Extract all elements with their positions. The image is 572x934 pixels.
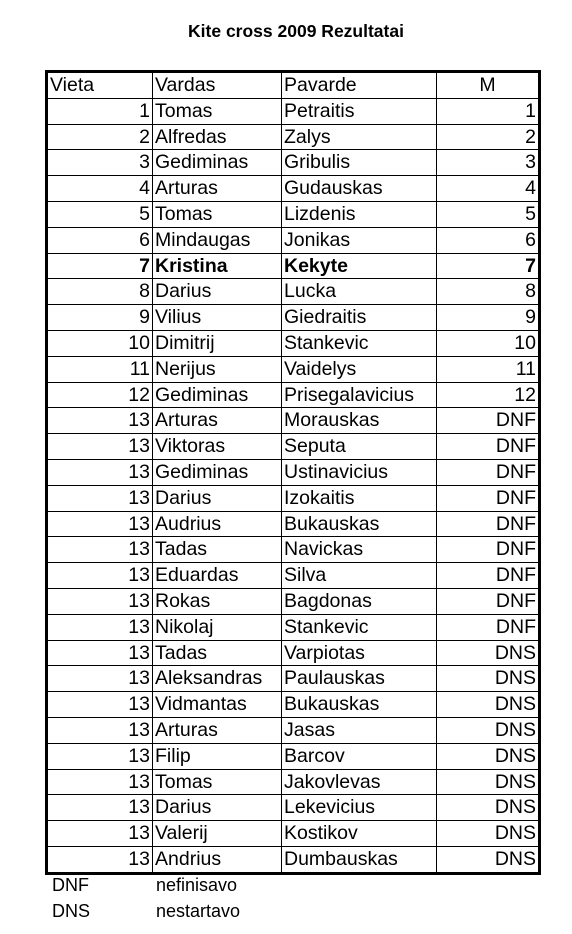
place-cell: 7	[47, 253, 153, 279]
place-cell: 11	[47, 356, 153, 382]
table-row	[47, 330, 540, 356]
m-cell: 7	[437, 253, 540, 279]
table-row	[47, 305, 540, 331]
place-cell: 3	[47, 150, 153, 176]
place-cell: 13	[47, 485, 153, 511]
table-row	[47, 666, 540, 692]
last-name-cell: Kostikov	[282, 821, 437, 847]
legend-code: DNF	[52, 875, 89, 895]
last-name-cell: Navickas	[282, 537, 437, 563]
place-cell: 13	[47, 692, 153, 718]
place-cell: 13	[47, 846, 153, 873]
last-name-cell: Bagdonas	[282, 588, 437, 614]
table-row	[47, 124, 540, 150]
m-cell: 10	[437, 330, 540, 356]
table-row	[47, 98, 540, 124]
m-cell: DNS	[437, 769, 540, 795]
place-cell: 13	[47, 795, 153, 821]
table-row	[47, 846, 540, 873]
page-title: Kite cross 2009 Rezultatai	[188, 21, 404, 41]
table-row	[47, 537, 540, 563]
m-cell: 8	[437, 279, 540, 305]
m-cell: 4	[437, 176, 540, 202]
first-name-cell: Mindaugas	[153, 227, 282, 253]
m-cell: DNF	[437, 459, 540, 485]
table-row	[47, 769, 540, 795]
last-name-cell: Vaidelys	[282, 356, 437, 382]
last-name-cell: Gribulis	[282, 150, 437, 176]
first-name-cell: Gediminas	[153, 382, 282, 408]
table-row	[47, 640, 540, 666]
table-row	[47, 408, 540, 434]
header-m: M	[437, 72, 540, 99]
legend-code: DNS	[52, 901, 91, 921]
first-name-cell: Darius	[153, 795, 282, 821]
m-cell: DNS	[437, 743, 540, 769]
place-cell: 2	[47, 124, 153, 150]
table-row	[47, 614, 540, 640]
first-name-cell: Arturas	[153, 408, 282, 434]
first-name-cell: Arturas	[153, 717, 282, 743]
m-cell: DNF	[437, 563, 540, 589]
m-cell: 1	[437, 98, 540, 124]
m-cell: DNS	[437, 717, 540, 743]
place-cell: 5	[47, 201, 153, 227]
last-name-cell: Paulauskas	[282, 666, 437, 692]
last-name-cell: Petraitis	[282, 98, 437, 124]
legend-item	[52, 898, 240, 924]
table-row	[47, 459, 540, 485]
m-cell: DNF	[437, 537, 540, 563]
m-cell: DNS	[437, 692, 540, 718]
place-cell: 13	[47, 821, 153, 847]
place-cell: 12	[47, 382, 153, 408]
first-name-cell: Aleksandras	[153, 666, 282, 692]
first-name-cell: Andrius	[153, 846, 282, 873]
first-name-cell: Alfredas	[153, 124, 282, 150]
last-name-cell: Zalys	[282, 124, 437, 150]
table-row	[47, 511, 540, 537]
table-row	[47, 227, 540, 253]
place-cell: 1	[47, 98, 153, 124]
m-cell: 5	[437, 201, 540, 227]
first-name-cell: Darius	[153, 485, 282, 511]
results-table	[45, 70, 541, 875]
place-cell: 13	[47, 717, 153, 743]
m-cell: 2	[437, 124, 540, 150]
last-name-cell: Lucka	[282, 279, 437, 305]
first-name-cell: Tomas	[153, 201, 282, 227]
place-cell: 13	[47, 640, 153, 666]
first-name-cell: Gediminas	[153, 150, 282, 176]
last-name-cell: Barcov	[282, 743, 437, 769]
last-name-cell: Stankevic	[282, 330, 437, 356]
table-row	[47, 743, 540, 769]
table-row	[47, 356, 540, 382]
table-row	[47, 201, 540, 227]
place-cell: 13	[47, 563, 153, 589]
last-name-cell: Lekevicius	[282, 795, 437, 821]
last-name-cell: Bukauskas	[282, 692, 437, 718]
first-name-cell: Tadas	[153, 537, 282, 563]
place-cell: 4	[47, 176, 153, 202]
place-cell: 13	[47, 666, 153, 692]
table-row	[47, 717, 540, 743]
first-name-cell: Vilius	[153, 305, 282, 331]
place-cell: 6	[47, 227, 153, 253]
legend	[52, 872, 240, 924]
m-cell: DNF	[437, 408, 540, 434]
place-cell: 13	[47, 408, 153, 434]
table-row	[47, 821, 540, 847]
place-cell: 8	[47, 279, 153, 305]
m-cell: 12	[437, 382, 540, 408]
table-row	[47, 485, 540, 511]
table-row	[47, 279, 540, 305]
m-cell: DNF	[437, 511, 540, 537]
place-cell: 13	[47, 588, 153, 614]
m-cell: 11	[437, 356, 540, 382]
legend-meaning: nefinisavo	[156, 875, 238, 895]
header-pavarde: Pavarde	[282, 72, 437, 99]
m-cell: 3	[437, 150, 540, 176]
first-name-cell: Tomas	[153, 98, 282, 124]
last-name-cell: Morauskas	[282, 408, 437, 434]
m-cell: DNF	[437, 434, 540, 460]
place-cell: 13	[47, 511, 153, 537]
first-name-cell: Audrius	[153, 511, 282, 537]
m-cell: DNS	[437, 640, 540, 666]
m-cell: 6	[437, 227, 540, 253]
m-cell: DNF	[437, 485, 540, 511]
last-name-cell: Varpiotas	[282, 640, 437, 666]
m-cell: DNS	[437, 795, 540, 821]
first-name-cell: Filip	[153, 743, 282, 769]
table-row	[47, 176, 540, 202]
last-name-cell: Silva	[282, 563, 437, 589]
first-name-cell: Darius	[153, 279, 282, 305]
header-vardas: Vardas	[153, 72, 282, 99]
place-cell: 10	[47, 330, 153, 356]
last-name-cell: Kekyte	[282, 253, 437, 279]
first-name-cell: Arturas	[153, 176, 282, 202]
place-cell: 13	[47, 769, 153, 795]
table-row	[47, 588, 540, 614]
first-name-cell: Gediminas	[153, 459, 282, 485]
table-row	[47, 692, 540, 718]
table-row	[47, 434, 540, 460]
header-row	[47, 72, 540, 99]
place-cell: 13	[47, 614, 153, 640]
first-name-cell: Tadas	[153, 640, 282, 666]
first-name-cell: Nikolaj	[153, 614, 282, 640]
place-cell: 13	[47, 434, 153, 460]
table-row	[47, 150, 540, 176]
place-cell: 13	[47, 537, 153, 563]
last-name-cell: Gudauskas	[282, 176, 437, 202]
first-name-cell: Viktoras	[153, 434, 282, 460]
header-vieta: Vieta	[47, 72, 153, 99]
first-name-cell: Dimitrij	[153, 330, 282, 356]
last-name-cell: Dumbauskas	[282, 846, 437, 873]
last-name-cell: Giedraitis	[282, 305, 437, 331]
first-name-cell: Tomas	[153, 769, 282, 795]
legend-item	[52, 872, 240, 898]
place-cell: 13	[47, 743, 153, 769]
table-row	[47, 253, 540, 279]
last-name-cell: Ustinavicius	[282, 459, 437, 485]
m-cell: 9	[437, 305, 540, 331]
last-name-cell: Jakovlevas	[282, 769, 437, 795]
m-cell: DNS	[437, 666, 540, 692]
table-row	[47, 382, 540, 408]
first-name-cell: Rokas	[153, 588, 282, 614]
table-row	[47, 795, 540, 821]
last-name-cell: Lizdenis	[282, 201, 437, 227]
m-cell: DNS	[437, 846, 540, 873]
last-name-cell: Stankevic	[282, 614, 437, 640]
m-cell: DNF	[437, 588, 540, 614]
place-cell: 9	[47, 305, 153, 331]
last-name-cell: Jonikas	[282, 227, 437, 253]
m-cell: DNS	[437, 821, 540, 847]
place-cell: 13	[47, 459, 153, 485]
first-name-cell: Valerij	[153, 821, 282, 847]
last-name-cell: Seputa	[282, 434, 437, 460]
first-name-cell: Nerijus	[153, 356, 282, 382]
m-cell: DNF	[437, 614, 540, 640]
first-name-cell: Vidmantas	[153, 692, 282, 718]
last-name-cell: Bukauskas	[282, 511, 437, 537]
first-name-cell: Kristina	[153, 253, 282, 279]
first-name-cell: Eduardas	[153, 563, 282, 589]
table-row	[47, 563, 540, 589]
results-body	[47, 98, 540, 873]
last-name-cell: Prisegalavicius	[282, 382, 437, 408]
last-name-cell: Izokaitis	[282, 485, 437, 511]
last-name-cell: Jasas	[282, 717, 437, 743]
legend-meaning: nestartavo	[156, 901, 241, 921]
